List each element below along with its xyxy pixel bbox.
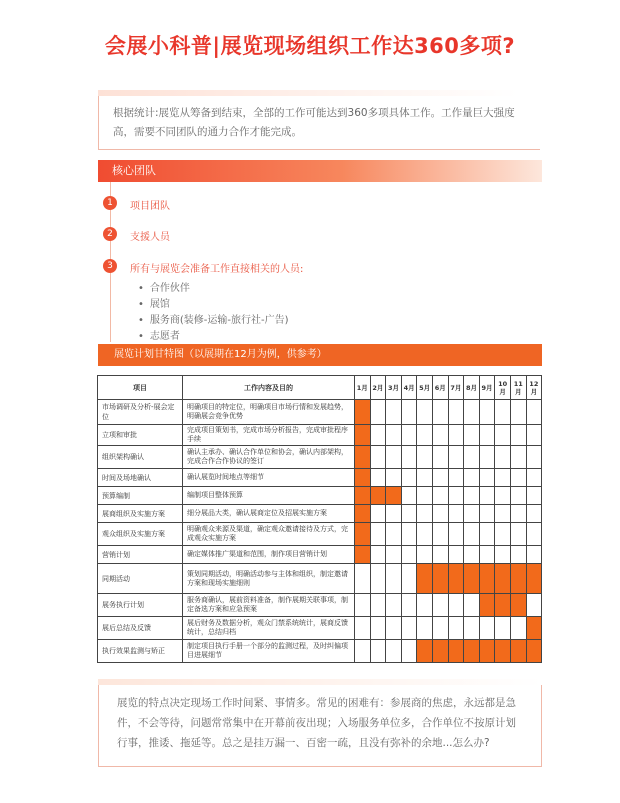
gantt-col-project: 项目 (98, 376, 183, 400)
gantt-project-cell: 市场调研及分析-展会定位 (98, 400, 183, 425)
gantt-bar-cell (526, 469, 542, 487)
gantt-project-cell: 展商组织及实施方案 (98, 505, 183, 523)
gantt-bar-cell (464, 523, 480, 546)
gantt-project-cell: 营销计划 (98, 546, 183, 564)
gantt-bar-cell (479, 487, 495, 505)
gantt-bar-cell (464, 469, 480, 487)
gantt-table (97, 375, 542, 663)
gantt-bar-cell (386, 400, 402, 425)
gantt-project-cell: 观众组织及实施方案 (98, 523, 183, 546)
gantt-month-header: 9月 (479, 376, 495, 400)
gantt-bar-cell (370, 425, 386, 446)
gantt-project-cell: 展后总结及反馈 (98, 617, 183, 640)
team-sub-item: • 展馆 (138, 295, 170, 310)
gantt-bar-cell (479, 617, 495, 640)
gantt-bar-cell-active (510, 564, 526, 594)
gantt-bar-cell (479, 425, 495, 446)
gantt-bar-cell (495, 400, 511, 425)
team-item-label: 项目团队 (130, 201, 170, 212)
gantt-bar-cell (526, 594, 542, 617)
gantt-row (98, 523, 542, 546)
page-title: 会展小科普|展览现场组织工作达360多项? (104, 34, 516, 58)
gantt-row (98, 400, 542, 425)
gantt-bar-cell (495, 469, 511, 487)
gantt-bar-cell (417, 487, 433, 505)
gantt-bar-cell (401, 446, 417, 469)
gantt-bar-cell-active (355, 487, 371, 505)
gantt-bar-cell-active (526, 640, 542, 663)
team-sub-item: • 志愿者 (138, 327, 180, 342)
gantt-bar-cell-active (526, 564, 542, 594)
gantt-bar-cell (464, 400, 480, 425)
intro-paragraph: 根据统计:展览从筹备到结束，全部的工作可能达到360多项具体工作。工作量巨大强度高，需要不同团队的通力合作才能完成。 (98, 96, 540, 150)
gantt-bar-cell (448, 617, 464, 640)
gantt-col-goal: 工作内容及目的 (183, 376, 355, 400)
team-section-header: 核心团队 (98, 160, 542, 182)
team-item-number: 1 (103, 196, 117, 210)
gantt-project-cell: 预算编制 (98, 487, 183, 505)
gantt-bar-cell (370, 546, 386, 564)
gantt-bar-cell (370, 523, 386, 546)
gantt-bar-cell-active (355, 469, 371, 487)
gantt-bar-cell (495, 523, 511, 546)
gantt-goal-cell: 确认主承办、确认合作单位和协会，确认内部架构，完成合作合作协议的签订 (183, 446, 355, 469)
gantt-goal-cell: 制定项目执行手册一个部分的监测过程，及时纠偏项目进展细节 (183, 640, 355, 663)
gantt-bar-cell (464, 594, 480, 617)
gantt-bar-cell-active (355, 400, 371, 425)
gantt-bar-cell (510, 446, 526, 469)
gantt-bar-cell-active (495, 564, 511, 594)
gantt-project-cell: 组织架构确认 (98, 446, 183, 469)
gantt-header-row (98, 376, 542, 400)
gantt-bar-cell (401, 594, 417, 617)
gantt-bar-cell (510, 469, 526, 487)
gantt-bar-cell (370, 594, 386, 617)
gantt-bar-cell (417, 617, 433, 640)
gantt-goal-cell: 明确观众来源及渠道，确定观众邀请接待及方式，完成观众实施方案 (183, 523, 355, 546)
gantt-bar-cell (417, 446, 433, 469)
gantt-goal-cell: 明确项目的特定位，明确项目市场行情和发展趋势，明确展会竞争优势 (183, 400, 355, 425)
gantt-bar-cell-active (479, 564, 495, 594)
gantt-row (98, 505, 542, 523)
gantt-month-header: 6月 (432, 376, 448, 400)
gantt-bar-cell (495, 446, 511, 469)
gantt-bar-cell (417, 505, 433, 523)
gantt-bar-cell (526, 425, 542, 446)
gantt-bar-cell (495, 617, 511, 640)
gantt-bar-cell (464, 487, 480, 505)
team-sub-item: • 服务商(装修-运输-旅行社-广告) (138, 311, 289, 326)
gantt-bar-cell (479, 446, 495, 469)
gantt-bar-cell (401, 400, 417, 425)
gantt-bar-cell (401, 505, 417, 523)
gantt-bar-cell (479, 523, 495, 546)
gantt-bar-cell (370, 617, 386, 640)
gantt-month-header: 3月 (386, 376, 402, 400)
gantt-month-header: 10月 (495, 376, 511, 400)
gantt-bar-cell-active (355, 546, 371, 564)
gantt-bar-cell-active (495, 594, 511, 617)
gantt-bar-cell (479, 505, 495, 523)
gantt-row (98, 594, 542, 617)
gantt-bar-cell (432, 546, 448, 564)
gantt-bar-cell-active (432, 564, 448, 594)
gantt-bar-cell (464, 617, 480, 640)
gantt-bar-cell (448, 546, 464, 564)
gantt-section-header: 展览计划甘特图（以展期在12月为例，供参考） (98, 344, 542, 366)
gantt-bar-cell (355, 617, 371, 640)
gantt-bar-cell (417, 594, 433, 617)
gantt-bar-cell (355, 594, 371, 617)
gantt-bar-cell-active (417, 564, 433, 594)
gantt-bar-cell (432, 446, 448, 469)
gantt-bar-cell-active (464, 564, 480, 594)
gantt-bar-cell (386, 546, 402, 564)
gantt-bar-cell (401, 487, 417, 505)
gantt-row (98, 425, 542, 446)
gantt-bar-cell (355, 564, 371, 594)
gantt-bar-cell (510, 425, 526, 446)
gantt-bar-cell (386, 564, 402, 594)
gantt-bar-cell (401, 564, 417, 594)
gantt-bar-cell (448, 487, 464, 505)
gantt-bar-cell-active (386, 487, 402, 505)
gantt-bar-cell (432, 505, 448, 523)
gantt-row (98, 640, 542, 663)
gantt-bar-cell (464, 425, 480, 446)
gantt-bar-cell (432, 523, 448, 546)
gantt-bar-cell (370, 400, 386, 425)
gantt-goal-cell: 完成项目策划书，完成市场分析报告，完成审批程序手续 (183, 425, 355, 446)
gantt-bar-cell (370, 469, 386, 487)
team-item-number: 3 (103, 259, 117, 273)
gantt-bar-cell (386, 446, 402, 469)
gantt-bar-cell (526, 546, 542, 564)
gantt-bar-cell (417, 546, 433, 564)
gantt-row (98, 564, 542, 594)
gantt-bar-cell-active (355, 425, 371, 446)
gantt-month-header: 8月 (464, 376, 480, 400)
gantt-project-cell: 展务执行计划 (98, 594, 183, 617)
gantt-bar-cell-active (355, 505, 371, 523)
gantt-row (98, 469, 542, 487)
gantt-bar-cell (370, 640, 386, 663)
gantt-goal-cell: 策划同期活动，明确活动参与主体和组织，制定邀请方案和现场实施细则 (183, 564, 355, 594)
gantt-bar-cell (526, 523, 542, 546)
gantt-bar-cell-active (510, 594, 526, 617)
gantt-month-header: 2月 (370, 376, 386, 400)
gantt-bar-cell (448, 425, 464, 446)
gantt-bar-cell (401, 617, 417, 640)
gantt-bar-cell (510, 617, 526, 640)
gantt-bar-cell-active (448, 564, 464, 594)
gantt-bar-cell-active (432, 640, 448, 663)
gantt-bar-cell (432, 425, 448, 446)
gantt-bar-cell (432, 594, 448, 617)
gantt-goal-cell: 确定媒体推广渠道和范围，制作项目营销计划 (183, 546, 355, 564)
team-item-number: 2 (103, 227, 117, 241)
gantt-bar-cell-active (448, 640, 464, 663)
gantt-bar-cell (417, 400, 433, 425)
gantt-bar-cell (464, 505, 480, 523)
gantt-bar-cell (526, 505, 542, 523)
gantt-bar-cell (448, 523, 464, 546)
gantt-bar-cell (417, 469, 433, 487)
gantt-bar-cell (370, 505, 386, 523)
gantt-bar-cell (479, 546, 495, 564)
gantt-bar-cell (526, 487, 542, 505)
gantt-goal-cell: 细分展品大类，确认展商定位及招展实施方案 (183, 505, 355, 523)
gantt-bar-cell-active (370, 487, 386, 505)
gantt-bar-cell-active (355, 523, 371, 546)
gantt-bar-cell (432, 487, 448, 505)
gantt-month-header: 12月 (526, 376, 542, 400)
gantt-bar-cell (448, 505, 464, 523)
gantt-bar-cell (386, 523, 402, 546)
gantt-bar-cell (448, 400, 464, 425)
gantt-bar-cell-active (495, 640, 511, 663)
gantt-bar-cell (526, 446, 542, 469)
gantt-goal-cell: 编制项目整体预算 (183, 487, 355, 505)
gantt-bar-cell (417, 523, 433, 546)
gantt-bar-cell-active (510, 640, 526, 663)
gantt-bar-cell (386, 505, 402, 523)
gantt-goal-cell: 服务商确认，展前资料准备，制作展期关联事项，制定备选方案和应急预案 (183, 594, 355, 617)
gantt-bar-cell (432, 617, 448, 640)
gantt-project-cell: 时间及场地确认 (98, 469, 183, 487)
gantt-bar-cell (464, 546, 480, 564)
team-sub-item: • 合作伙伴 (138, 279, 190, 294)
gantt-bar-cell (479, 400, 495, 425)
gantt-bar-cell (401, 523, 417, 546)
gantt-bar-cell (495, 487, 511, 505)
gantt-month-header: 5月 (417, 376, 433, 400)
gantt-bar-cell-active (479, 594, 495, 617)
gantt-row (98, 546, 542, 564)
gantt-bar-cell (401, 469, 417, 487)
gantt-bar-cell (386, 640, 402, 663)
gantt-bar-cell (386, 594, 402, 617)
gantt-row (98, 487, 542, 505)
gantt-bar-cell (401, 546, 417, 564)
gantt-bar-cell (464, 446, 480, 469)
gantt-bar-cell (401, 640, 417, 663)
gantt-bar-cell (479, 469, 495, 487)
gantt-row (98, 446, 542, 469)
gantt-bar-cell (495, 505, 511, 523)
gantt-bar-cell (432, 400, 448, 425)
gantt-bar-cell (370, 564, 386, 594)
gantt-month-header: 11月 (510, 376, 526, 400)
team-item-label: 所有与展览会准备工作直接相关的人员: (130, 264, 304, 275)
gantt-bar-cell-active (417, 640, 433, 663)
gantt-bar-cell (510, 546, 526, 564)
gantt-goal-cell: 确认展览时间地点等细节 (183, 469, 355, 487)
gantt-row (98, 617, 542, 640)
gantt-project-cell: 执行效果监测与矫正 (98, 640, 183, 663)
gantt-bar-cell (417, 425, 433, 446)
gantt-bar-cell (432, 469, 448, 487)
gantt-bar-cell (355, 640, 371, 663)
gantt-month-header: 1月 (355, 376, 371, 400)
gantt-bar-cell (510, 505, 526, 523)
gantt-month-header: 7月 (448, 376, 464, 400)
gantt-bar-cell (370, 446, 386, 469)
gantt-bar-cell (448, 446, 464, 469)
gantt-month-header: 4月 (401, 376, 417, 400)
gantt-bar-cell (510, 487, 526, 505)
gantt-bar-cell (386, 617, 402, 640)
gantt-bar-cell (510, 523, 526, 546)
gantt-bar-cell (448, 469, 464, 487)
gantt-bar-cell (495, 425, 511, 446)
gantt-bar-cell-active (464, 640, 480, 663)
gantt-project-cell: 立项和审批 (98, 425, 183, 446)
gantt-project-cell: 同期活动 (98, 564, 183, 594)
gantt-bar-cell (526, 400, 542, 425)
gantt-bar-cell-active (479, 640, 495, 663)
team-item-label: 支援人员 (130, 232, 170, 243)
gantt-bar-cell (510, 400, 526, 425)
gantt-bar-cell (386, 425, 402, 446)
gantt-bar-cell (386, 469, 402, 487)
gantt-goal-cell: 展后财务及数据分析，观众门禁系统统计，展商反馈统计，总结归档 (183, 617, 355, 640)
gantt-bar-cell-active (355, 446, 371, 469)
gantt-bar-cell (401, 425, 417, 446)
gantt-bar-cell (448, 594, 464, 617)
gantt-bar-cell (495, 546, 511, 564)
gantt-bar-cell-active (526, 617, 542, 640)
outro-paragraph: 展览的特点决定现场工作时间紧、事情多。常见的困难有：参展商的焦虑，永远都是急件，不会等待，问题常常集中在开幕前夜出现；入场服务单位多，合作单位不按原计划行事，推诿、拖延等。总之是挂万漏一、百密一疏，且没有弥补的余地...怎么办? (98, 685, 542, 767)
